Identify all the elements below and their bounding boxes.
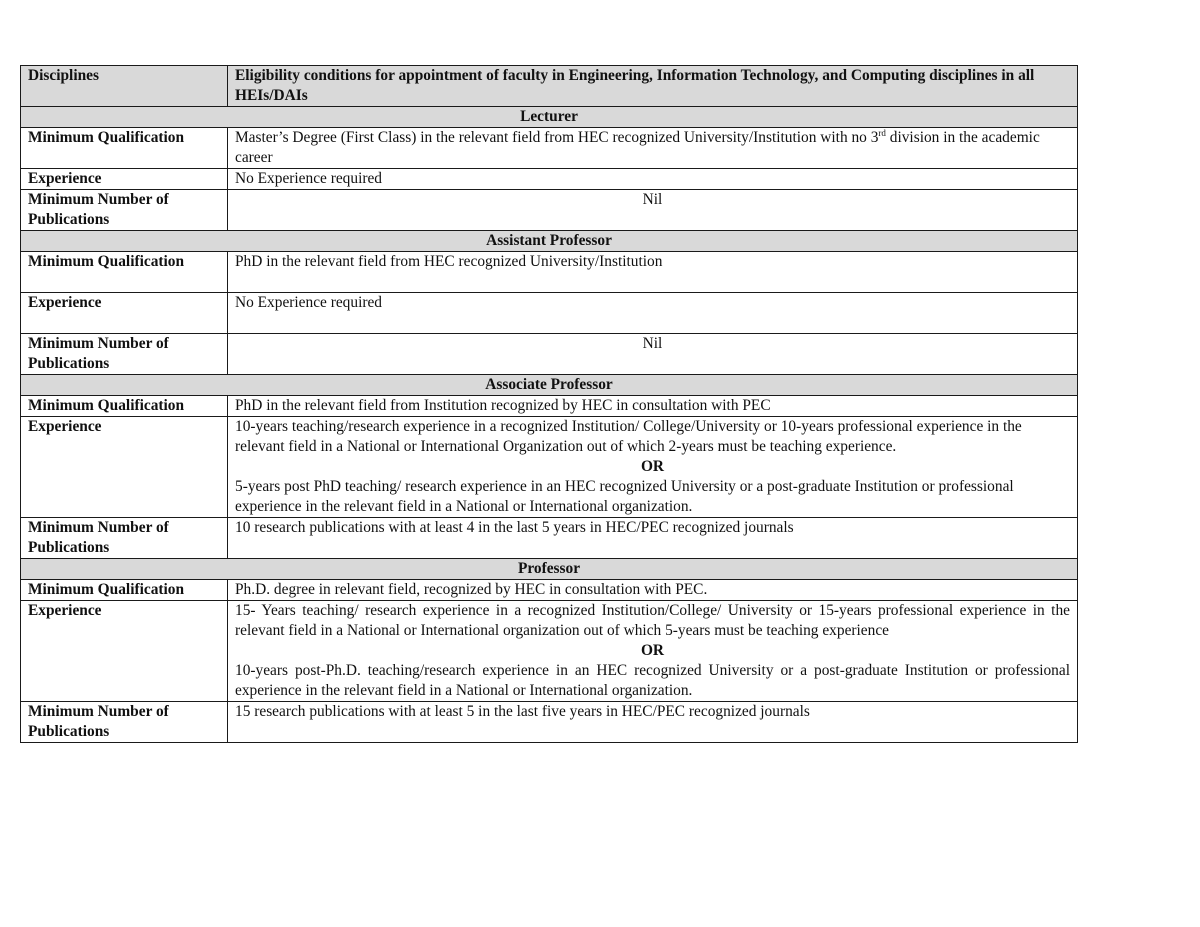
associate-experience bbox=[228, 417, 1078, 518]
lecturer-experience: No Experience required bbox=[228, 169, 1078, 190]
row-label: Minimum Qualification bbox=[21, 252, 228, 293]
assistant-publications: Nil bbox=[228, 334, 1078, 375]
experience-option-a: 15- Years teaching/ research experience in a recognized Institution/College/ University or 15-years professional experience in the relevant field in a National or International organization out of which 5-years must be teaching experience bbox=[235, 602, 1070, 639]
row-label: Minimum Number of Publications bbox=[21, 190, 228, 231]
lecturer-publications: Nil bbox=[228, 190, 1078, 231]
row-label: Experience bbox=[21, 417, 228, 518]
table-row bbox=[21, 190, 1078, 231]
assistant-qualification: PhD in the relevant field from HEC recognized University/Institution bbox=[228, 252, 1078, 293]
table-row bbox=[21, 396, 1078, 417]
qualification-text-end: division in the academic career bbox=[235, 129, 1040, 166]
row-label: Minimum Number of Publications bbox=[21, 334, 228, 375]
table-row bbox=[21, 417, 1078, 518]
row-label: Experience bbox=[21, 601, 228, 702]
lecturer-qualification bbox=[228, 128, 1078, 169]
associate-qualification: PhD in the relevant field from Institution recognized by HEC in consultation with PEC bbox=[228, 396, 1078, 417]
associate-publications: 10 research publications with at least 4 in the last 5 years in HEC/PEC recognized journals bbox=[228, 518, 1078, 559]
row-label: Experience bbox=[21, 169, 228, 190]
row-label: Experience bbox=[21, 293, 228, 334]
or-separator: OR bbox=[640, 642, 665, 659]
ordinal-suffix: rd bbox=[878, 127, 886, 138]
table-row bbox=[21, 518, 1078, 559]
section-title: Professor bbox=[21, 559, 1078, 580]
professor-experience bbox=[228, 601, 1078, 702]
section-associate-professor bbox=[21, 375, 1078, 396]
row-label: Minimum Qualification bbox=[21, 396, 228, 417]
section-title: Lecturer bbox=[21, 107, 1078, 128]
section-professor bbox=[21, 559, 1078, 580]
header-row bbox=[21, 66, 1078, 107]
header-eligibility: Eligibility conditions for appointment of faculty in Engineering, Information Technology, and Computing disciplines in all HEIs/DAIs bbox=[228, 66, 1078, 107]
table-row bbox=[21, 580, 1078, 601]
qualification-text: Master’s Degree (First Class) in the relevant field from HEC recognized University/Institution with no 3 bbox=[235, 129, 879, 146]
header-disciplines: Disciplines bbox=[21, 66, 228, 107]
table-row bbox=[21, 128, 1078, 169]
experience-option-b: 5-years post PhD teaching/ research experience in an HEC recognized University or a post-graduate Institution or professional experience in the relevant field in a National or International organization. bbox=[235, 478, 1014, 515]
experience-option-a: 10-years teaching/research experience in a recognized Institution/ College/University or 10-years professional experience in the relevant field in a National or International Organization out of which 2-years must be teaching experience. bbox=[235, 418, 1022, 455]
table-row bbox=[21, 293, 1078, 334]
table-row bbox=[21, 252, 1078, 293]
row-label: Minimum Qualification bbox=[21, 128, 228, 169]
eligibility-table bbox=[20, 65, 1078, 743]
table-row bbox=[21, 169, 1078, 190]
table-row bbox=[21, 334, 1078, 375]
section-title: Associate Professor bbox=[21, 375, 1078, 396]
or-separator: OR bbox=[640, 458, 665, 475]
section-title: Assistant Professor bbox=[21, 231, 1078, 252]
assistant-experience: No Experience required bbox=[228, 293, 1078, 334]
section-assistant-professor bbox=[21, 231, 1078, 252]
row-label: Minimum Number of Publications bbox=[21, 702, 228, 743]
experience-option-b: 10-years post-Ph.D. teaching/research experience in an HEC recognized University or a post-graduate Institution or professional experience in the relevant field in a National or International organization. bbox=[235, 662, 1070, 699]
row-label: Minimum Number of Publications bbox=[21, 518, 228, 559]
table-row bbox=[21, 702, 1078, 743]
table-row bbox=[21, 601, 1078, 702]
professor-publications: 15 research publications with at least 5 in the last five years in HEC/PEC recognized journals bbox=[228, 702, 1078, 743]
section-lecturer bbox=[21, 107, 1078, 128]
row-label: Minimum Qualification bbox=[21, 580, 228, 601]
professor-qualification: Ph.D. degree in relevant field, recognized by HEC in consultation with PEC. bbox=[228, 580, 1078, 601]
